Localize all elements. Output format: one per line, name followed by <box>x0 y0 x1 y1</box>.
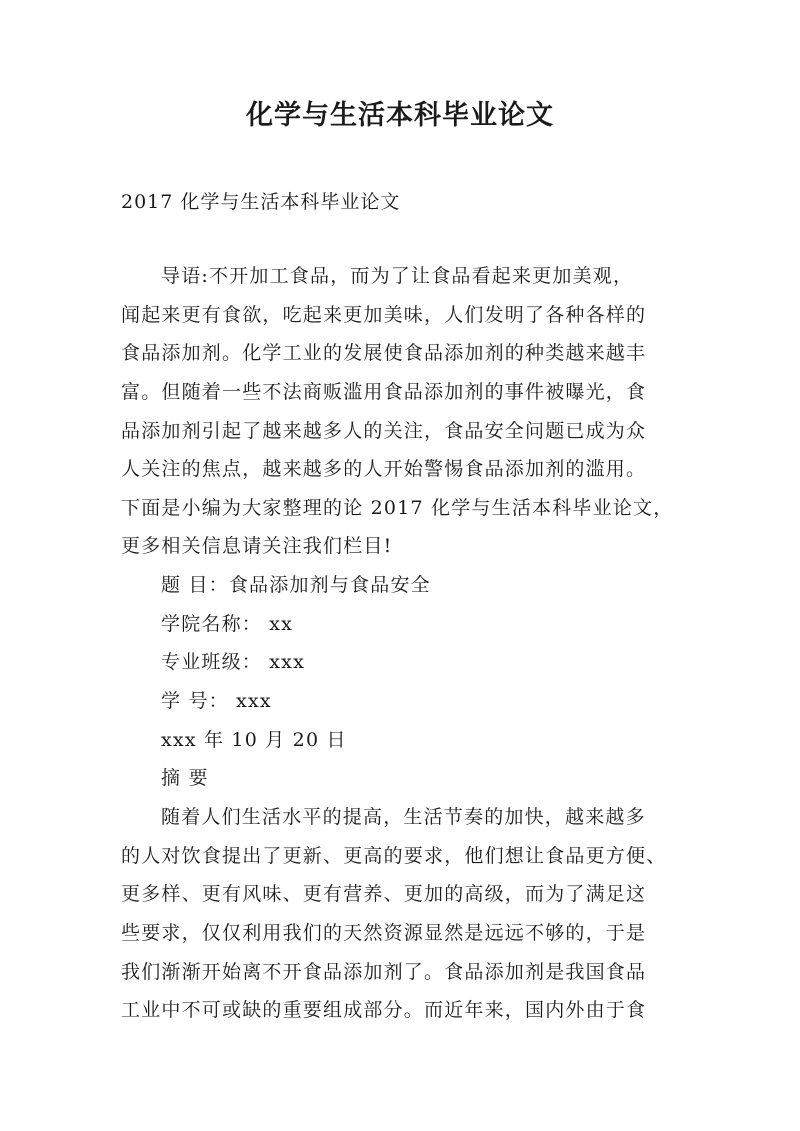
paragraph-line: 随着人们生活水平的提高，生活节奏的加快，越来越多 <box>161 805 646 828</box>
paragraph-line: xxx 年 10 月 20 日 <box>161 728 347 751</box>
paragraph-line: 专业班级： xxx <box>161 651 305 674</box>
paragraph-line: 更多样、更有风味、更有营养、更加的高级，而为了满足这 <box>121 883 647 906</box>
paragraph-line: 题 目：食品添加剂与食品安全 <box>161 574 431 597</box>
paragraph-line: 富。但随着一些不法商贩滥用食品添加剂的事件被曝光，食 <box>121 380 647 403</box>
paragraph-line: 摘 要 <box>161 767 209 790</box>
paragraph-line: 下面是小编为大家整理的论 2017 化学与生活本科毕业论文， <box>121 496 674 519</box>
paragraph-line: 些要求，仅仅利用我们的天然资源显然是远远不够的，于是 <box>121 921 647 944</box>
document-title: 化学与生活本科毕业论文 <box>246 100 554 131</box>
paragraph-line: 更多相关信息请关注我们栏目! <box>121 535 393 558</box>
document-subtitle: 2017 化学与生活本科毕业论文 <box>121 191 401 213</box>
paragraph-line: 我们渐渐开始离不开食品添加剂了。食品添加剂是我国食品 <box>121 960 647 983</box>
document-body <box>121 259 681 1032</box>
paragraph-line: 工业中不可或缺的重要组成部分。而近年来，国内外由于食 <box>121 999 647 1022</box>
paragraph-line: 食品添加剂。化学工业的发展使食品添加剂的种类越来越丰 <box>121 342 647 365</box>
paragraph-line: 品添加剂引起了越来越多人的关注，食品安全问题已成为众 <box>121 419 647 442</box>
paragraph-line: 闻起来更有食欲，吃起来更加美味，人们发明了各种各样的 <box>121 303 647 326</box>
paragraph-line: 学 号： xxx <box>161 690 272 713</box>
paragraph-line: 学院名称： xx <box>161 612 294 635</box>
paragraph-line: 导语:不开加工食品，而为了让食品看起来更加美观， <box>161 265 634 287</box>
paragraph-line: 的人对饮食提出了更新、更高的要求，他们想让食品更方便、 <box>121 844 667 867</box>
paragraph-line: 人关注的焦点，越来越多的人开始警惕食品添加剂的滥用。 <box>121 458 647 481</box>
